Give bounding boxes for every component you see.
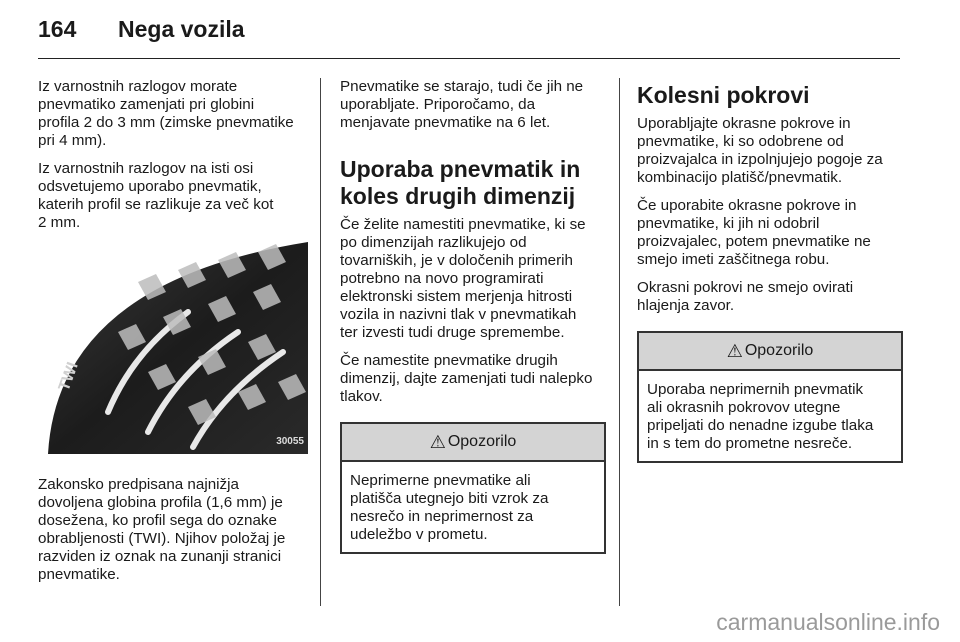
warning-triangle-icon: ⚠ [726,341,743,361]
paragraph: Pnevmatike se starajo, tudi če jih ne uporabljate. Priporočamo, da menjavate pnevmatike na 6 let. [340,78,584,131]
column-divider [320,78,321,606]
warning-header [639,333,901,371]
warning-title: Opozorilo [744,342,814,359]
paragraph: Okrasni pokrovi ne smejo ovirati hlajenja zavor. [637,279,854,314]
warning-text: Uporaba neprimernih pnevmatik ali okrasnih pokrovov utegne pripeljati do nenadne izgube tlaka in s tem do prometne nesreče. [647,381,874,452]
warning-text: Neprimerne pnevmatike ali platišča utegnejo biti vzrok za nesrečo in neprimernost za udeležbo v prometu. [350,472,549,543]
page-number: 164 [38,16,77,42]
right-column [637,78,903,463]
header-divider [38,58,900,59]
paragraph: Če namestite pnevmatike drugih dimenzij, dajte zamenjati tudi nalepko tlakov. [340,352,593,405]
tire-tread-illustration [38,242,308,454]
paragraph: Če želite namestiti pnevmatike, ki se po dimenzijah razlikujejo od tovarniških, je v določenih primerih potrebno na novo programirati elektronski sistem merjenja hitrosti vozila in nazivni tlak v pnevmatikah ter izvesti tudi druge spremembe. [340,216,586,341]
warning-triangle-icon: ⚠ [429,432,446,452]
watermark: carmanualsonline.info [716,609,940,635]
middle-column [340,78,606,554]
image-id: 30055 [276,436,304,447]
warning-title: Opozorilo [447,433,517,450]
warning-box [637,331,903,463]
paragraph: Zakonsko predpisana najnižja dovoljena globina profila (1,6 mm) je dosežena, ko profil sega do oznake obrabljenosti (TWI). Njihov položaj je razviden iz oznak na zunanji stranici pnevmatike. [38,476,286,583]
twi-marking: TWI [55,359,82,394]
section-heading: Kolesni pokrovi [637,82,810,108]
section-heading: Uporaba pnevmatik in koles drugih dimenzij [340,156,581,209]
page-title: Nega vozila [118,16,245,42]
paragraph: Iz varnostnih razlogov morate pnevmatiko zamenjati pri globini profila 2 do 3 mm (zimske pnevmatike pri 4 mm). [38,78,294,149]
warning-header [342,424,604,462]
warning-box [340,422,606,554]
paragraph: Iz varnostnih razlogov na isti osi odsvetujemo uporabo pnevmatik, katerih profil se razlikuje za več kot 2 mm. [38,160,274,231]
left-column [38,78,308,594]
column-divider [619,78,620,606]
paragraph: Uporabljajte okrasne pokrove in pnevmatike, ki so odobrene od proizvajalca in izpolnjujejo pogoje za kombinacijo platišč/pnevmatik. [637,115,883,186]
paragraph: Če uporabite okrasne pokrove in pnevmatike, ki jih ni odobril proizvajalec, potem pnevmatike ne smejo imeti zaščitnega robu. [637,197,871,268]
tire-tread-photo [38,242,308,454]
